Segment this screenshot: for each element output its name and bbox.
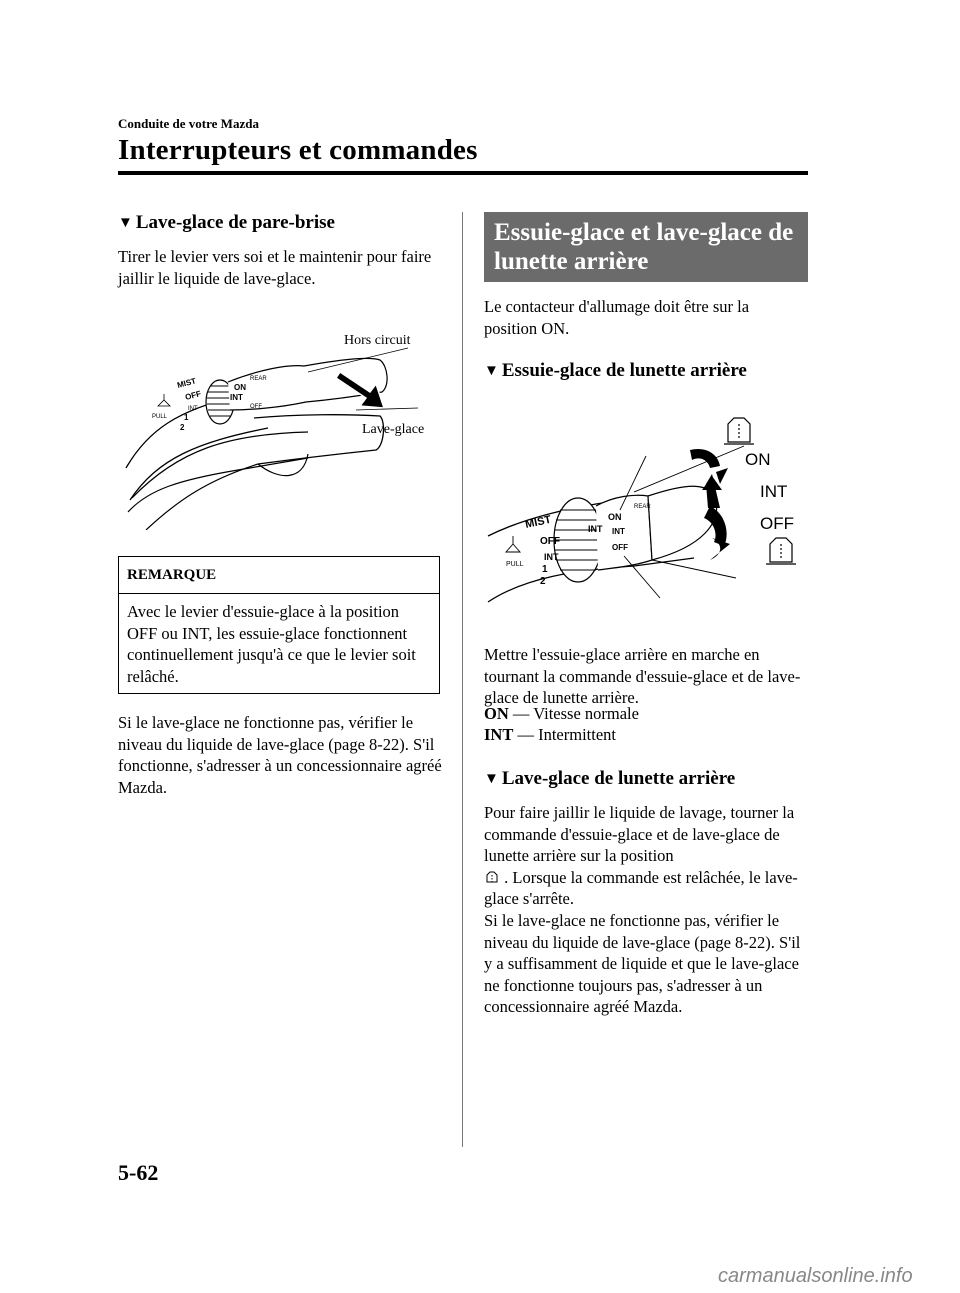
stalk-mark-1: 1 — [542, 564, 548, 575]
stalk-mark-mist: MIST — [176, 376, 197, 390]
stalk-mark-rear: REAR — [634, 504, 651, 510]
note-box — [118, 556, 440, 694]
leader-line — [652, 560, 736, 578]
stalk-mark-off: OFF — [540, 536, 560, 547]
column-divider — [462, 212, 463, 1147]
definition-int: INT — Intermittent — [484, 725, 616, 744]
leader-line-washer — [356, 408, 418, 410]
triangle-bullet-icon: ▼ — [118, 215, 133, 231]
rear-wiper-paragraph: Mettre l'essuie-glace arrière en marche en tournant la commande d'essuie-glace et de lave-glace de lunette arrière. — [484, 645, 801, 708]
stalk-mark-on: ON — [234, 383, 246, 392]
subheading-rear-wiper: ▼ Essuie-glace de lunette arrière — [484, 360, 747, 381]
lever-tip — [648, 486, 717, 560]
stalk-outline — [132, 432, 308, 498]
section-banner — [484, 212, 808, 282]
subheading-windshield-washer: ▼ Lave-glace de pare-brise — [118, 212, 335, 233]
stalk-outline — [128, 458, 308, 512]
stalk-mark-1: 1 — [184, 413, 189, 422]
header-rule — [118, 171, 808, 175]
arrow-on-head — [716, 468, 728, 484]
subheading-rear-washer: ▼ Lave-glace de lunette arrière — [484, 768, 736, 789]
watermark: carmanualsonline.info — [718, 1265, 913, 1287]
intro-paragraph: Tirer le levier vers soi et le maintenir pour faire jaillir le liquide de lave-glace. — [118, 247, 432, 288]
stalk-mark-2: 2 — [180, 423, 185, 432]
stalk-mark-pull: PULL — [506, 561, 524, 568]
ignition-paragraph: Le contacteur d'allumage doit être sur la position ON. — [484, 297, 750, 338]
stalk-mark-int2: INT — [230, 393, 243, 402]
stalk-mark-2: 2 — [540, 576, 546, 587]
washer-position-icon — [484, 870, 500, 884]
stalk-mark-off2: OFF — [250, 404, 262, 410]
stalk-mark-on: ON — [608, 512, 622, 522]
arrow-off-head — [710, 538, 730, 560]
rear-washer-paragraph: Pour faire jaillir le liquide de lavage, tourner la commande d'essuie-glace et de lave-glace de lunette arrière sur la position . Lorsque la commande est relâchée, le lave-glace s'arrête. — [484, 803, 798, 909]
definition-on: ON — Vitesse normale — [484, 704, 639, 723]
label-washer: Lave-glace — [362, 422, 425, 437]
stalk-mark-int3: INT — [612, 527, 625, 536]
stalk-mark-rear: REAR — [250, 376, 267, 382]
label-int: INT — [760, 482, 788, 501]
washer-symbol-icon — [506, 536, 520, 552]
note-header — [119, 557, 439, 594]
rear-washer-check-paragraph: Si le lave-glace ne fonctionne pas, vérifier le niveau du liquide de lave-glace (page 8-22). S'il y a suffisamment de liquide et que le lave-glace ne fonctionne toujours pas, s'adresser à un concessionnaire agréé Mazda. — [484, 911, 801, 1017]
arrow-on-icon — [690, 449, 720, 468]
stalk-mark-off: OFF — [184, 389, 202, 402]
lower-lever — [146, 464, 258, 530]
rear-wiper-symbol-icon — [724, 418, 754, 444]
stalk-mark-pull: PULL — [152, 414, 168, 420]
label-on: ON — [745, 450, 771, 469]
washer-symbol-icon — [158, 394, 170, 406]
stalk-mark-int: INT — [188, 406, 198, 412]
rear-washer-symbol-icon — [766, 538, 796, 564]
page-number: 5-62 — [118, 1160, 159, 1185]
chapter-title: Conduite de votre Mazda — [118, 116, 259, 131]
note-title: REMARQUE — [127, 567, 217, 583]
stalk-mark-mist: MIST — [524, 513, 553, 531]
stalk-mark-int: INT — [544, 552, 559, 562]
triangle-bullet-icon: ▼ — [484, 363, 499, 379]
label-off-circuit: Hors circuit — [344, 333, 411, 348]
after-note-paragraph: Si le lave-glace ne fonctionne pas, vérifier le niveau du liquide de lave-glace (page 8-22). S'il fonctionne, s'adresser à un concessionnaire agréé Mazda. — [118, 713, 442, 797]
rear-wiper-figure — [484, 410, 808, 616]
section-title: Interrupteurs et commandes — [118, 134, 478, 166]
label-off: OFF — [760, 514, 794, 533]
note-text: Avec le levier d'essuie-glace à la position OFF ou INT, les essuie-glace fonctionnent continuellement jusqu'à ce que le levier soit relâché. — [127, 602, 416, 686]
banner-title: Essuie-glace et lave-glace de lunette arrière — [494, 219, 794, 275]
stalk-mark-int2: INT — [588, 524, 603, 534]
stalk-mark-off2: OFF — [612, 543, 628, 552]
triangle-bullet-icon: ▼ — [484, 771, 499, 787]
